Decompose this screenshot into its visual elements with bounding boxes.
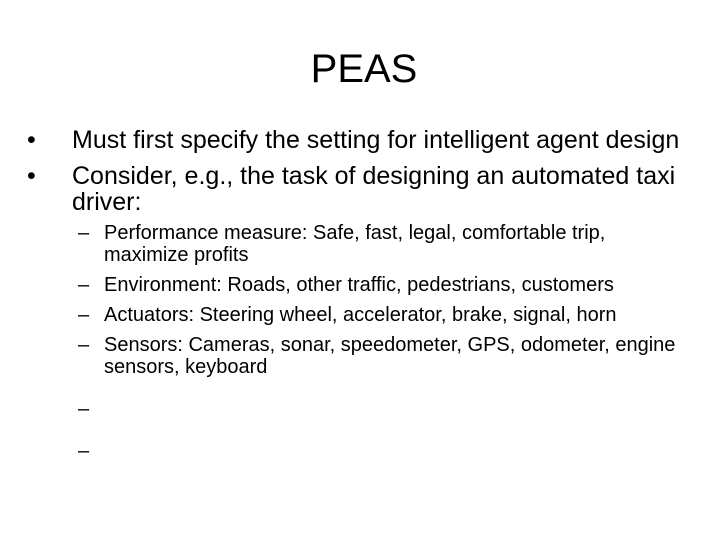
sub-bullet-marker: – bbox=[78, 304, 90, 326]
sub-bullet-text: Environment: Roads, other traffic, pedestrians, customers bbox=[104, 274, 614, 296]
sub-bullet-item bbox=[78, 222, 694, 266]
sub-bullet-text: Sensors: Cameras, sonar, speedometer, GPS, odometer, engine sensors, keyboard bbox=[104, 334, 676, 378]
sub-bullet-item bbox=[78, 334, 694, 378]
sub-bullet-item bbox=[78, 304, 694, 326]
slide-title: PEAS bbox=[310, 47, 418, 91]
bullet-item bbox=[27, 126, 692, 154]
sub-bullet-text: Actuators: Steering wheel, accelerator, brake, signal, horn bbox=[104, 304, 617, 326]
bullet-item bbox=[27, 162, 692, 216]
empty-sub-bullet bbox=[78, 440, 728, 462]
sub-bullet-text: Performance measure: Safe, fast, legal, comfortable trip, maximize profits bbox=[104, 222, 606, 266]
bullet-marker: • bbox=[27, 126, 36, 154]
sub-bullet-item bbox=[78, 274, 694, 296]
bullet-list bbox=[0, 127, 728, 462]
bullet-text: Must first specify the setting for intelligent agent design bbox=[72, 126, 680, 154]
sub-bullet-marker: – bbox=[78, 440, 90, 462]
empty-sub-bullet bbox=[78, 398, 728, 420]
bullet-marker: • bbox=[27, 162, 36, 190]
sub-bullet-marker: – bbox=[78, 334, 90, 356]
sub-bullet-marker: – bbox=[78, 398, 90, 420]
bullet-text: Consider, e.g., the task of designing an automated taxi driver: bbox=[72, 162, 676, 216]
sub-bullet-marker: – bbox=[78, 222, 90, 244]
sub-bullet-marker: – bbox=[78, 274, 90, 296]
